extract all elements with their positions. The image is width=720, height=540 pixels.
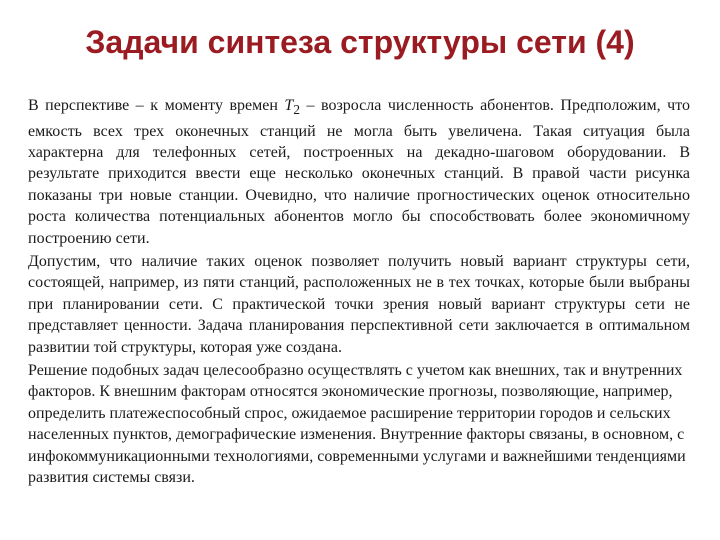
- paragraph-1-start: В перспективе – к моменту времен: [28, 97, 285, 114]
- paragraph-1-rest: – возросла численность абонентов. Предположим, что емкость всех трех оконечных станций не могла быть увеличена. Такая ситуация была характерна для телефонных сетей, построенных на декадно-шаговом оборудовании. В результате приходится ввести еще несколько оконечных станций. В правой части рисунка показаны три новые станции. Очевидно, что наличие прогностических оценок относительно роста количества потенциальных абонентов могло бы способствовать более экономичному построению сети.: [28, 97, 690, 247]
- paragraph-2: Допустим, что наличие таких оценок позволяет получить новый вариант структуры сети, состоящей, например, из пяти станций, расположенных не в тех точках, которые были выбраны при планировании сети. С практической точки зрения новый вариант структуры сети не представляет ценности. Задача планирования перспективной сети заключается в оптимальном развитии той структуры, которая уже создана.: [28, 253, 690, 356]
- time-variable: Т: [284, 97, 294, 114]
- scanned-text-block: [28, 95, 690, 490]
- paragraph-1: [28, 95, 690, 249]
- paragraph-3: Решение подобных задач целесообразно осуществлять с учетом как внешних, так и внутренних факторов. К внешним факторам относятся экономические прогнозы, позволяющие, например, определить платежеспособный спрос, ожидаемое расширение территории городов и сельских населенных пунктов, демографические изменения. Внутренние факторы связаны, в основном, с инфокоммуникационными технологиями, современными услугами и важнейшими тенденциями развития системы связи.: [28, 362, 686, 487]
- time-variable-subscript: 2: [293, 102, 300, 118]
- slide-title: Задачи синтеза структуры сети (4): [85, 24, 635, 60]
